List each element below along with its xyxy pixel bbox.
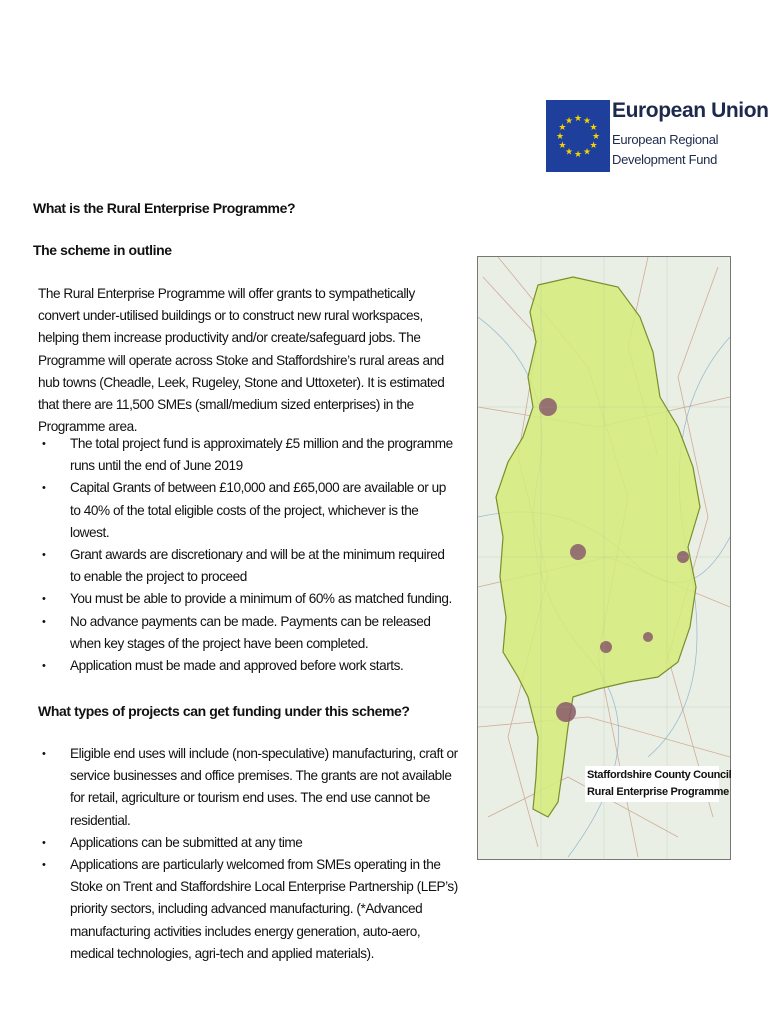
outline-heading: The scheme in outline [33,242,172,258]
eu-star-icon: ★ [582,146,592,157]
bullet-icon: • [42,836,46,849]
eu-flag-icon [546,100,610,172]
eu-logo [546,98,769,174]
project-types-bullet-list [38,743,458,965]
eu-star-icon: ★ [582,115,592,126]
eu-star-icon: ★ [589,122,598,132]
programme-area-shape [496,277,700,817]
list-item [38,433,458,477]
bullet-icon: • [42,660,46,673]
list-item [38,743,458,832]
bullet-icon: • [42,549,46,562]
map-caption-line2: Rural Enterprise Programme [587,786,729,798]
bullet-icon: • [42,593,46,606]
list-item-text: No advance payments can be made. Payments can be released when key stages of the project have been completed. [70,613,431,651]
list-item-text: The total project fund is approximately £5 million and the programme runs until the end of June 2019 [70,436,453,474]
eu-star-icon: ★ [573,113,583,123]
main-heading: What is the Rural Enterprise Programme? [33,200,296,216]
eu-star-icon: ★ [564,115,574,126]
list-item [38,544,458,588]
list-item-text: Capital Grants of between £10,000 and £65,000 are available or up to 40% of the total eligible costs of the project, whichever is the lowest. [70,480,446,540]
list-item [38,477,458,544]
list-item [38,611,458,655]
list-item [38,854,458,965]
bullet-icon: • [42,859,46,872]
eu-logo-line2: Development Fund [612,152,718,167]
eu-star-icon: ★ [558,122,567,132]
eu-logo-title: European Union [612,99,769,122]
outline-bullet-list [38,433,458,677]
eu-star-icon: ★ [564,146,574,157]
eu-star-icon: ★ [555,131,565,141]
map-caption-line1: Staffordshire County Council [587,769,732,781]
bullet-icon: • [42,615,46,628]
eu-star-icon: ★ [589,140,598,150]
map-caption [585,766,732,802]
list-item-text: You must be able to provide a minimum of 60% as matched funding. [70,591,452,607]
intro-paragraph: The Rural Enterprise Programme will offer grants to sympathetically convert under-utilised buildings or to construct new rural workspaces, helping them increase productivity and/or create/safeguard jobs. The Programme will operate across Stoke and Staffordshire’s rural areas and hub towns (Cheadle, Leek, Rugeley, Stone and Uttoxeter). It is estimated that there are 11,500 SMEs (small/medium sized enterprises) in the Programme area. [38,286,445,435]
list-item-text: Grant awards are discretionary and will be at the minimum required to enable the project to proceed [70,547,445,585]
list-item-text: Applications can be submitted at any time [70,834,303,850]
bullet-icon: • [42,438,46,450]
list-item-text: Eligible end uses will include (non-speculative) manufacturing, craft or service businesses and office premises. The grants are not available for retail, agriculture or tourism end uses. The end use cannot be residential. [70,746,458,828]
list-item-text: Applications are particularly welcomed from SMEs operating in the Stoke on Trent and Staffordshire Local Enterprise Partnership (LEP’s) priority sectors, including advanced manufacturing. (*Advanced manufacturing activities includes energy generation, auto-aero, medical technologies, agri-tech and applied materials). [70,857,458,961]
list-item [38,655,458,677]
eu-star-icon: ★ [573,149,583,159]
list-item [38,588,458,610]
bullet-icon: • [42,748,46,760]
eu-star-icon: ★ [558,140,567,150]
list-item-text: Application must be made and approved before work starts. [70,658,404,674]
project-types-heading: What types of projects can get funding under this scheme? [38,703,410,719]
bullet-icon: • [42,482,46,495]
eu-logo-line1: European Regional [612,132,719,147]
eu-star-icon: ★ [591,131,601,141]
list-item [38,832,458,854]
